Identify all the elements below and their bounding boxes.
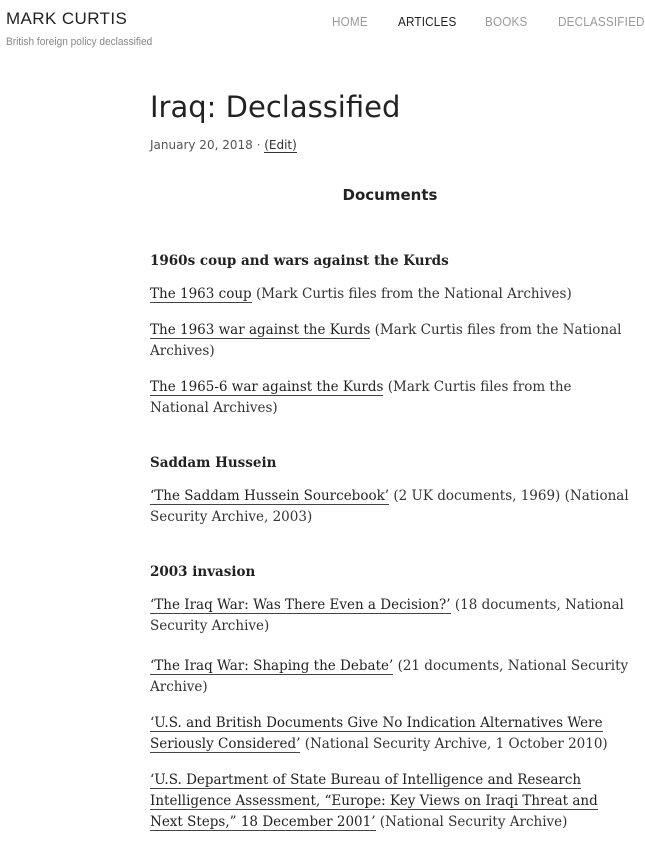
meta-separator: · <box>252 138 265 152</box>
documents-heading: Documents <box>342 186 438 204</box>
document-note: (Mark Curtis files from the National Archives) <box>251 286 572 302</box>
site-tagline: British foreign policy declassified <box>6 36 153 48</box>
edit-link[interactable]: (Edit) <box>264 138 297 152</box>
section-heading-1960s: 1960s coup and wars against the Kurds <box>150 253 449 269</box>
document-note: (Mark Curtis files from the National Archives) <box>150 379 572 416</box>
document-note: (Mark Curtis files from the National Archives) <box>150 322 622 359</box>
post-meta <box>150 138 630 152</box>
document-link[interactable]: The 1963 coup <box>150 286 252 302</box>
nav-item-home[interactable]: HOME <box>332 14 368 29</box>
list-item <box>150 377 630 419</box>
nav-item-books[interactable]: BOOKS <box>485 14 528 29</box>
page-title: Iraq: Declassified <box>150 90 401 124</box>
document-link[interactable]: ‘The Saddam Hussein Sourcebook’ <box>150 488 390 504</box>
document-note: (18 documents, National Security Archive) <box>150 597 624 634</box>
document-link[interactable]: ‘U.S. and British Documents Give No Indication Alternatives Were Seriously Considered’ <box>150 715 603 752</box>
document-link[interactable]: ‘The Iraq War: Was There Even a Decision?’ <box>150 597 451 613</box>
post-date[interactable]: January 20, 2018 <box>150 138 253 152</box>
list-item <box>150 770 630 833</box>
document-note: (National Security Archive, 1 October 2010) <box>300 736 608 752</box>
document-link[interactable]: The 1965-6 war against the Kurds <box>150 379 384 395</box>
nav-item-articles[interactable]: ARTICLES <box>398 14 457 29</box>
document-link[interactable]: ‘The Iraq War: Shaping the Debate’ <box>150 658 394 674</box>
list-item <box>150 713 630 755</box>
section-heading-saddam: Saddam Hussein <box>150 455 277 471</box>
article-content <box>150 90 630 833</box>
site-title[interactable]: MARK CURTIS <box>6 9 128 28</box>
document-link[interactable]: The 1963 war against the Kurds <box>150 322 371 338</box>
document-note: (2 UK documents, 1969) (National Security Archive, 2003) <box>150 488 629 525</box>
list-item <box>150 320 630 362</box>
document-link[interactable]: ‘U.S. Department of State Bureau of Intelligence and Research Intelligence Assessment, “Europe: Key Views on Iraqi Threat and Next Steps,” 18 December 2001’ <box>150 772 598 830</box>
section-heading-2003-invasion: 2003 invasion <box>150 564 256 580</box>
list-item <box>150 486 630 528</box>
main-nav <box>0 14 645 34</box>
nav-item-declassified[interactable]: DECLASSIFIED <box>558 14 645 29</box>
list-item <box>150 284 630 305</box>
document-note: (21 documents, National Security Archive) <box>150 658 629 695</box>
document-note: (National Security Archive) <box>375 814 568 830</box>
list-item <box>150 656 630 698</box>
list-item <box>150 595 630 637</box>
